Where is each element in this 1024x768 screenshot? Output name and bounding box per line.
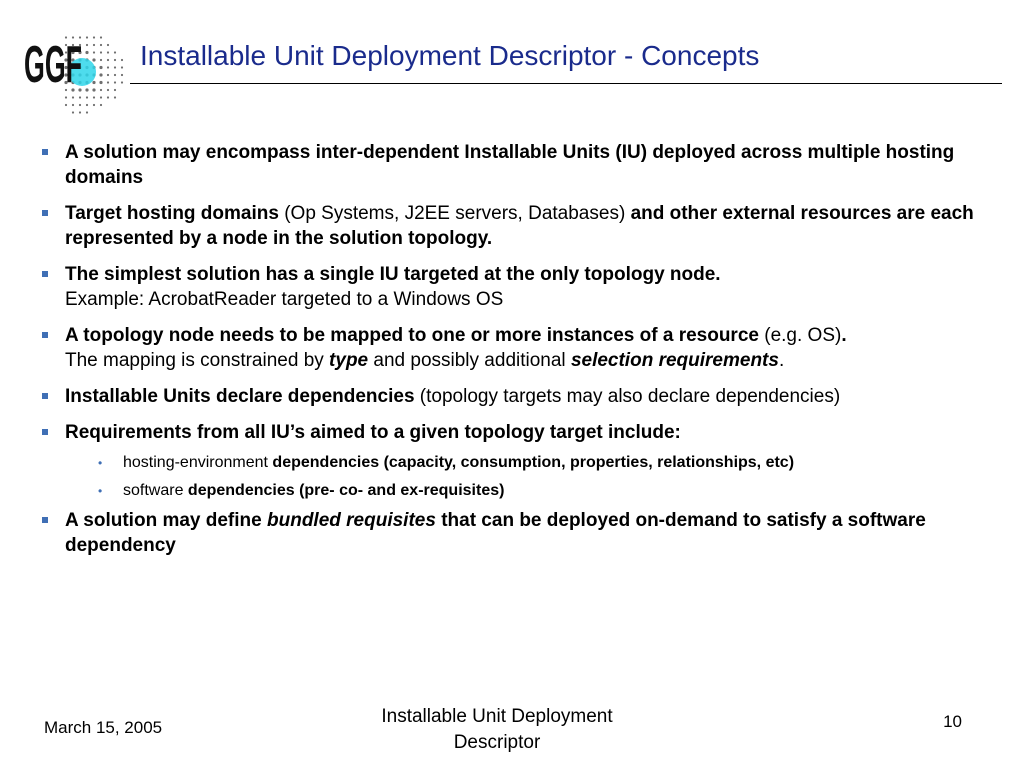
bullet-example-text: Example: AcrobatReader targeted to a Windows OS [65, 289, 504, 310]
footer-date: March 15, 2005 [44, 718, 163, 737]
sub-bullet-text: hosting-environment [123, 454, 273, 471]
page-number: 10 [943, 712, 962, 731]
bullet-item [40, 508, 990, 558]
footer-title: Installable Unit Deployment Descriptor [381, 706, 613, 753]
bullet-text-bold: Requirements from all IU’s aimed to a given topology target include: [65, 422, 681, 443]
bullet-text-bold: Target hosting domains [65, 203, 279, 224]
bullet-text: The mapping is constrained by [65, 350, 330, 371]
bullet-text: . [778, 350, 785, 371]
bullet-item [40, 201, 990, 251]
ggf-logo [22, 18, 124, 126]
bullet-text-bold: . [841, 325, 847, 346]
sub-bullet-text: software [123, 482, 188, 499]
bullet-item [40, 420, 990, 445]
bullet-text-bold: The simplest solution has a single IU targeted at the only topology node. [65, 264, 721, 285]
dot-bullet-icon: • [98, 484, 103, 498]
logo-text: GGF [24, 36, 82, 94]
dot-bullet-icon: • [98, 456, 103, 470]
bullet-emphasis: type [329, 350, 369, 371]
bullet-emphasis: bundled requisites [267, 510, 436, 531]
square-bullet-icon [42, 149, 48, 155]
bullet-text-bold: Installable Units declare dependencies [65, 386, 415, 407]
bullet-text: A solution may encompass inter-dependent Installable Units (IU) deployed across multiple hosting domains [65, 142, 955, 188]
square-bullet-icon [42, 517, 48, 523]
sub-bullet-item [98, 480, 990, 502]
sub-bullet-text-bold: dependencies (capacity, consumption, properties, relationships, etc) [272, 454, 795, 471]
bullet-item [40, 262, 990, 312]
bullet-text: (e.g. OS) [758, 325, 842, 346]
bullet-emphasis: selection requirements [570, 350, 779, 371]
square-bullet-icon [42, 210, 48, 216]
slide-title: Installable Unit Deployment Descriptor - Concepts [140, 40, 760, 71]
square-bullet-icon [42, 429, 48, 435]
square-bullet-icon [42, 332, 48, 338]
sub-bullet-item [98, 452, 990, 474]
bullet-item [40, 140, 990, 190]
square-bullet-icon [42, 393, 48, 399]
slide-content [40, 140, 990, 569]
title-divider [130, 83, 1002, 84]
bullet-text: (topology targets may also declare dependencies) [414, 386, 841, 407]
sub-bullet-text-bold: dependencies (pre- co- and ex-requisites) [187, 482, 505, 499]
bullet-item [40, 384, 990, 409]
bullet-item [40, 323, 990, 373]
bullet-text-bold: A solution may define [65, 510, 267, 531]
bullet-text-bold: that can be deployed on-demand to satisfy a software dependency [65, 510, 926, 556]
sub-bullet-list [40, 452, 990, 502]
bullet-text-bold: A topology node needs to be mapped to one or more instances of a resource [65, 325, 759, 346]
bullet-text: and possibly additional [368, 350, 571, 371]
bullet-text-bold: and other external resources are each represented by a node in the solution topology. [65, 203, 974, 249]
bullet-text: (Op Systems, J2EE servers, Databases) [278, 203, 631, 224]
square-bullet-icon [42, 271, 48, 277]
